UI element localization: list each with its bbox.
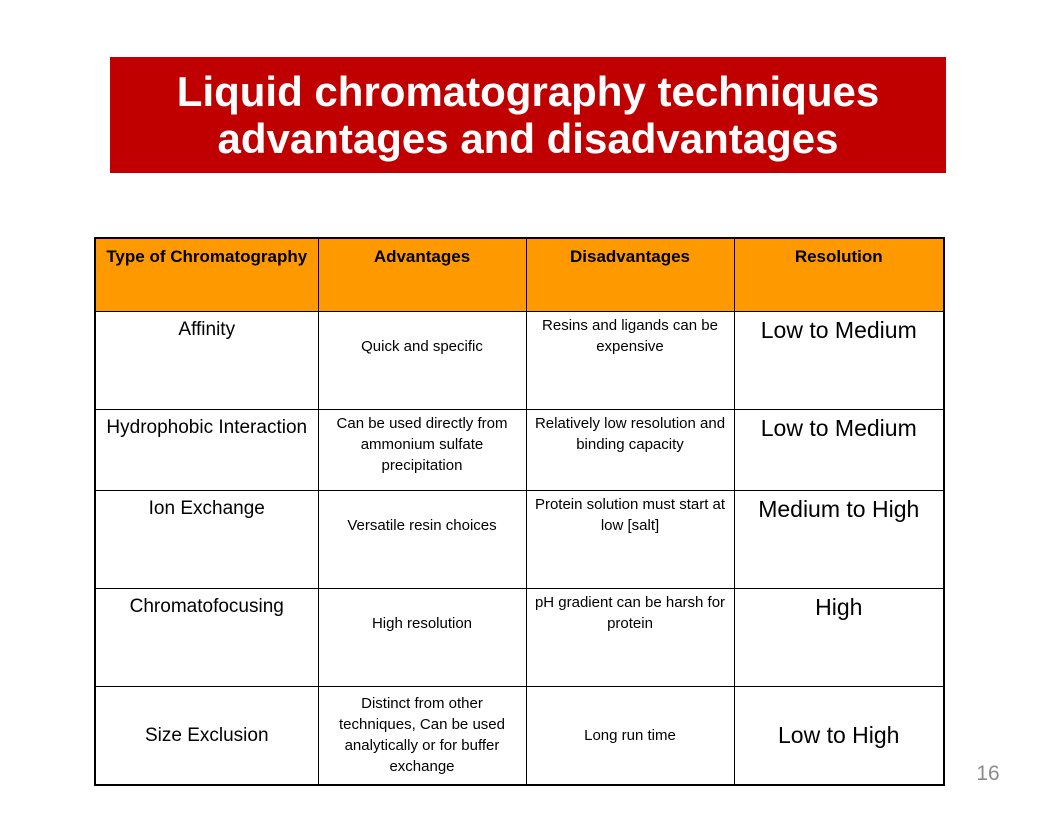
slide-number: 16 xyxy=(976,762,1000,785)
cell-advantages: Quick and specific xyxy=(318,311,526,409)
slide-title-line-1: Liquid chromatography techniques xyxy=(176,68,880,115)
table-row xyxy=(95,686,944,785)
cell-type: Size Exclusion xyxy=(95,686,318,785)
cell-disadvantages: pH gradient can be harsh for protein xyxy=(526,588,734,686)
header-disadvantages: Disadvantages xyxy=(526,238,734,311)
header-advantages: Advantages xyxy=(318,238,526,311)
cell-disadvantages: Relatively low resolution and binding capacity xyxy=(526,409,734,490)
cell-type: Chromatofocusing xyxy=(95,588,318,686)
cell-resolution: Low to Medium xyxy=(734,311,944,409)
cell-advantages: Distinct from other techniques, Can be used analytically or for buffer exchange xyxy=(318,686,526,785)
cell-advantages: High resolution xyxy=(318,588,526,686)
cell-resolution: High xyxy=(734,588,944,686)
cell-resolution: Low to Medium xyxy=(734,409,944,490)
table-header-row xyxy=(95,238,944,311)
cell-advantages: Can be used directly from ammonium sulfate precipitation xyxy=(318,409,526,490)
cell-disadvantages: Long run time xyxy=(526,686,734,785)
cell-type: Ion Exchange xyxy=(95,490,318,588)
cell-type: Affinity xyxy=(95,311,318,409)
slide-title-line-2: advantages and disadvantages xyxy=(217,115,839,162)
cell-resolution: Low to High xyxy=(734,686,944,785)
cell-type: Hydrophobic Interaction xyxy=(95,409,318,490)
cell-disadvantages: Resins and ligands can be expensive xyxy=(526,311,734,409)
cell-disadvantages: Protein solution must start at low [salt] xyxy=(526,490,734,588)
table-row xyxy=(95,311,944,409)
slide-title xyxy=(110,57,946,173)
table-row xyxy=(95,588,944,686)
cell-advantages: Versatile resin choices xyxy=(318,490,526,588)
table-row xyxy=(95,490,944,588)
chromatography-comparison-table xyxy=(94,237,945,786)
cell-resolution: Medium to High xyxy=(734,490,944,588)
table-row xyxy=(95,409,944,490)
header-type: Type of Chromatography xyxy=(95,238,318,311)
header-resolution: Resolution xyxy=(734,238,944,311)
